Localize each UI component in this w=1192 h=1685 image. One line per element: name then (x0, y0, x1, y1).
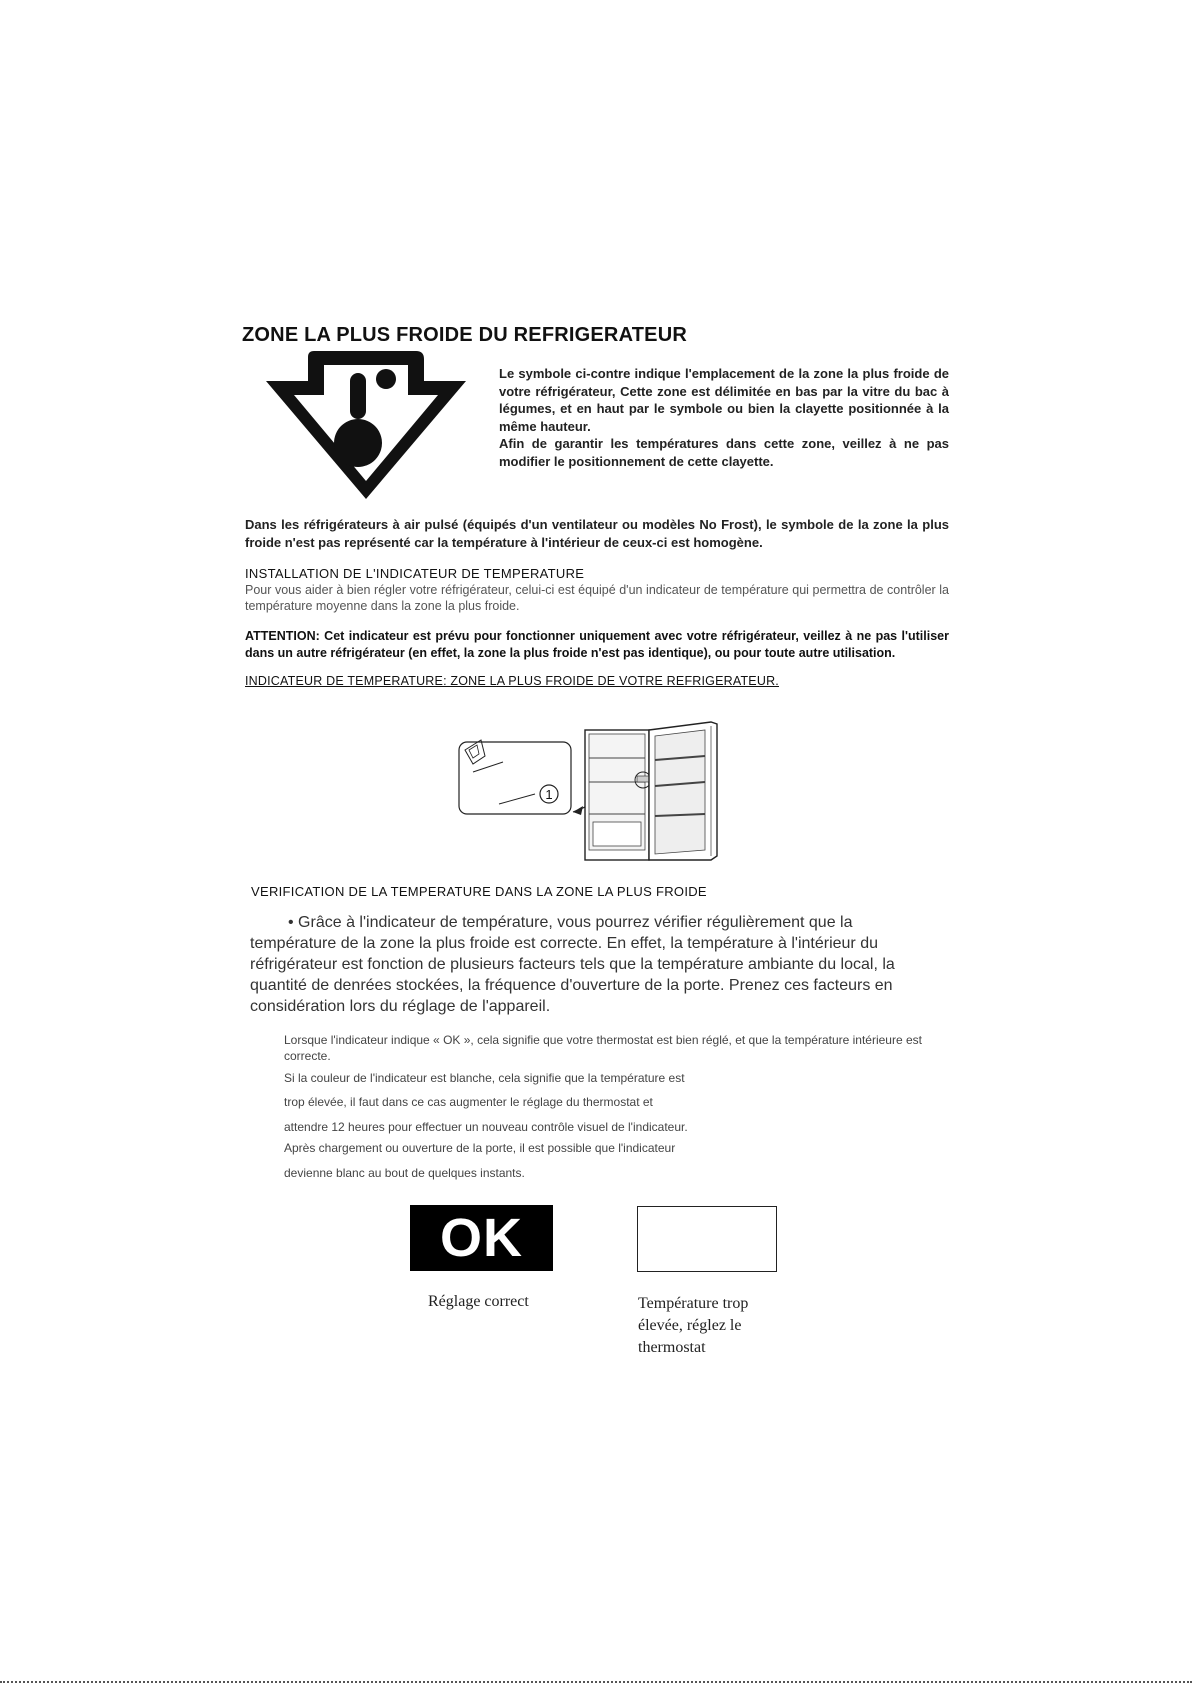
indicator-notes (284, 1033, 944, 1182)
verification-heading: VERIFICATION DE LA TEMPERATURE DANS LA ZONE LA PLUS FROIDE (251, 884, 707, 899)
indicator-heading: INDICATEUR DE TEMPERATURE: ZONE LA PLUS FROIDE DE VOTRE REFRIGERATEUR. (245, 674, 779, 688)
caption-too-warm: Température trop élevée, réglez le thermostat (638, 1295, 749, 1356)
note-line: Après chargement ou ouverture de la porte, il est possible que l'indicateur (284, 1140, 676, 1155)
verification-paragraph: • Grâce à l'indicateur de température, vous pourrez vérifier régulièrement que la température de la zone la plus froide est correcte. En effet, la température à l'intérieur du réfrigérateur est fonction de plusieurs facteurs tels que la température ambiante du local, la quantité de denrées stockées, la fréquence d'ouverture de la porte. Prenez ces facteurs en considération lors du réglage de l'appareil. (250, 914, 895, 1015)
note-line: Lorsque l'indicateur indique « OK », cela signifie que votre thermostat est bien réglé, et que la température intérieure est correcte. (284, 1033, 922, 1063)
fridge-illustration (455, 720, 725, 862)
coldest-zone-symbol-icon (266, 351, 466, 499)
no-frost-paragraph: Dans les réfrigérateurs à air pulsé (équipés d'un ventilateur ou modèles No Frost), le symbole de la zone la plus froide n'est pas représenté car la température à l'intérieur de ceux-ci est homogène. (245, 517, 949, 550)
install-paragraph: Pour vous aider à bien régler votre réfrigérateur, celui-ci est équipé d'un indicateur de température qui permettra de contrôler la température moyenne dans la zone la plus froide. (245, 583, 949, 613)
intro-paragraph: Afin de garantir les températures dans cette zone, veillez à ne pas modifier le positionnement de cette clayette. (499, 436, 949, 469)
white-indicator (637, 1206, 777, 1272)
install-heading: INSTALLATION DE L'INDICATEUR DE TEMPERATURE (245, 566, 585, 581)
page-title: ZONE LA PLUS FROIDE DU REFRIGERATEUR (242, 324, 687, 346)
note-line: attendre 12 heures pour effectuer un nouveau contrôle visuel de l'indicateur. (284, 1120, 688, 1134)
caption-correct: Réglage correct (428, 1293, 529, 1310)
page-edge-divider (0, 1681, 1192, 1685)
note-line: trop élevée, il faut dans ce cas augmenter le réglage du thermostat et (284, 1094, 653, 1109)
note-line: devienne blanc au bout de quelques instants. (284, 1166, 525, 1180)
ok-indicator: OK (410, 1205, 553, 1271)
note-line: Si la couleur de l'indicateur est blanche, cela signifie que la température est (284, 1071, 685, 1085)
intro-paragraph: Le symbole ci-contre indique l'emplacement de la zone la plus froide de votre réfrigérateur, Cette zone est délimitée en bas par la vitre du bac à légumes, et en haut par le symbole ou bien la clayette positionnée à la même hauteur. (499, 366, 949, 434)
intro-text (499, 365, 949, 470)
callout-number: 1 (545, 787, 553, 802)
attention-paragraph: ATTENTION: Cet indicateur est prévu pour fonctionner uniquement avec votre réfrigérateur, veillez à ne pas l'utiliser dans un autre réfrigérateur (en effet, la zone la plus froide n'est pas identique), ou pour toute autre utilisation. (245, 629, 949, 660)
